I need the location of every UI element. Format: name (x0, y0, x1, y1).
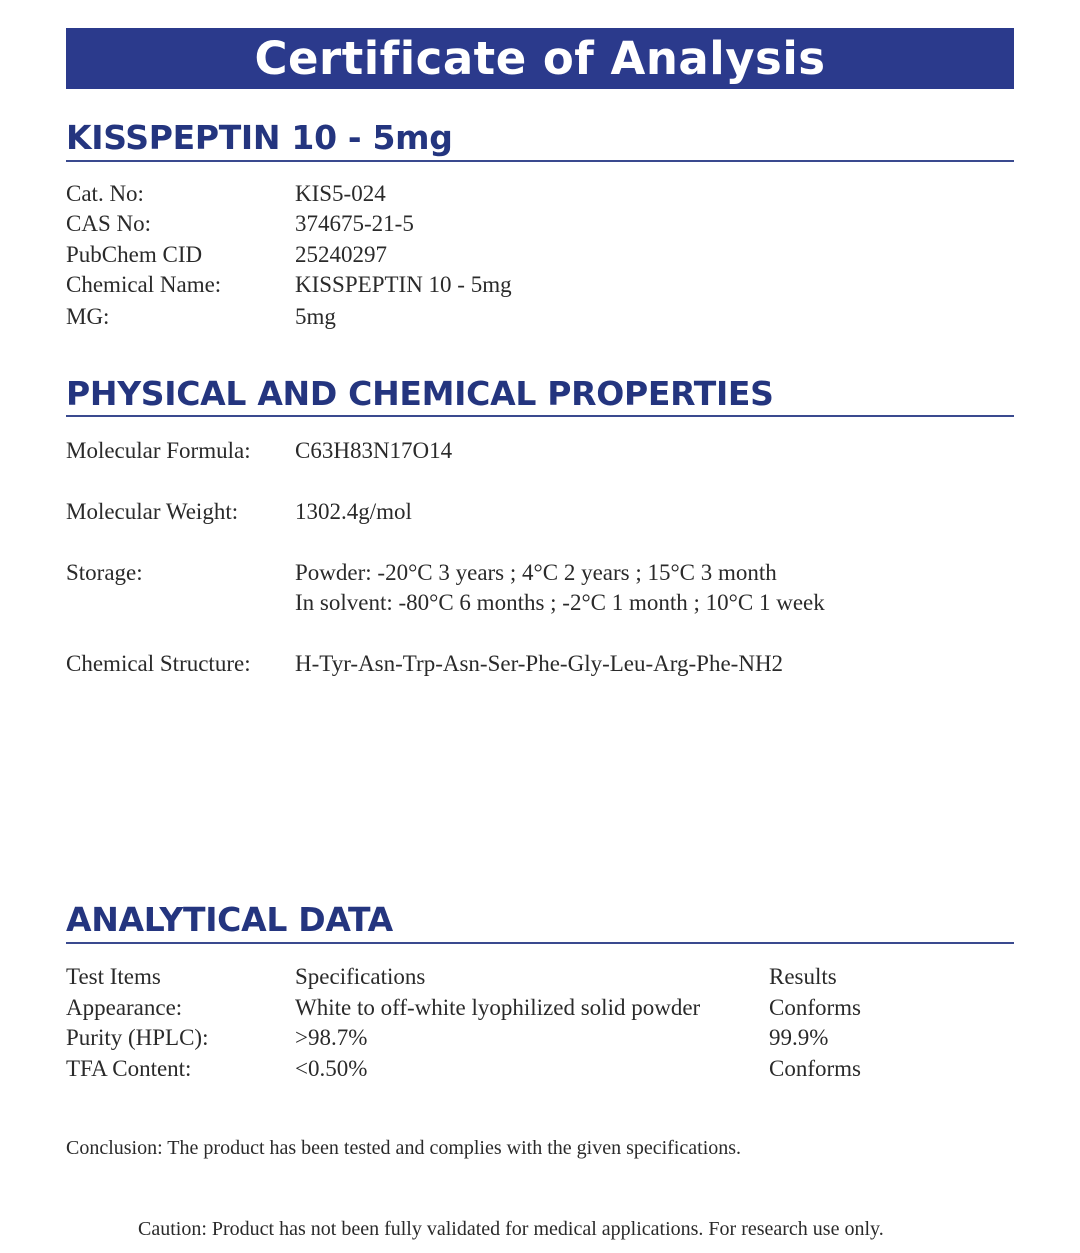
result: Conforms (769, 1056, 861, 1081)
field-value: 25240297 (295, 242, 387, 267)
field-label: Cat. No: (66, 181, 144, 206)
field-label: PubChem CID (66, 242, 203, 267)
field-value: 5mg (295, 304, 336, 329)
document-title: Certificate of Analysis (254, 32, 826, 85)
molecular-formula-value: C63H83N17O14 (295, 438, 453, 463)
molecular-weight-label: Molecular Weight: (66, 499, 239, 524)
specification: White to off-white lyophilized solid powder (295, 995, 701, 1020)
specification: <0.50% (295, 1056, 368, 1081)
test-item: Purity (HPLC): (66, 1025, 209, 1050)
test-item: TFA Content: (66, 1056, 192, 1081)
molecular-formula-label: Molecular Formula: (66, 438, 251, 463)
chemical-structure-value: H-Tyr-Asn-Trp-Asn-Ser-Phe-Gly-Leu-Arg-Phe-NH2 (295, 651, 784, 676)
column-header-specifications: Specifications (295, 964, 426, 989)
column-header-test-items: Test Items (66, 964, 161, 989)
analytical-heading: ANALYTICAL DATA (66, 900, 393, 939)
column-header-results: Results (769, 964, 837, 989)
field-label: Chemical Name: (66, 272, 222, 297)
analytical-divider (66, 942, 1014, 944)
properties-heading: PHYSICAL AND CHEMICAL PROPERTIES (66, 374, 774, 413)
product-heading: KISSPEPTIN 10 - 5mg (66, 118, 453, 157)
storage-label: Storage: (66, 560, 143, 585)
field-value: KIS5-024 (295, 181, 386, 206)
title-banner (66, 28, 1014, 89)
specification: >98.7% (295, 1025, 368, 1050)
properties-divider (66, 415, 1014, 417)
result: Conforms (769, 995, 861, 1020)
product-divider (66, 160, 1014, 162)
storage-solvent: In solvent: -80°C 6 months ; -2°C 1 month ; 10°C 1 week (295, 590, 825, 615)
result: 99.9% (769, 1025, 829, 1050)
chemical-structure-label: Chemical Structure: (66, 651, 251, 676)
field-value: 374675-21-5 (295, 211, 414, 236)
molecular-weight-value: 1302.4g/mol (295, 499, 412, 524)
field-label: MG: (66, 304, 110, 329)
caution-text: Caution: Product has not been fully validated for medical applications. For research use only. (138, 1218, 884, 1240)
field-label: CAS No: (66, 211, 151, 236)
conclusion-text: Conclusion: The product has been tested and complies with the given specifications. (66, 1137, 742, 1159)
storage-powder: Powder: -20°C 3 years ; 4°C 2 years ; 15°C 3 month (295, 560, 777, 585)
test-item: Appearance: (66, 995, 183, 1020)
field-value: KISSPEPTIN 10 - 5mg (295, 272, 512, 297)
